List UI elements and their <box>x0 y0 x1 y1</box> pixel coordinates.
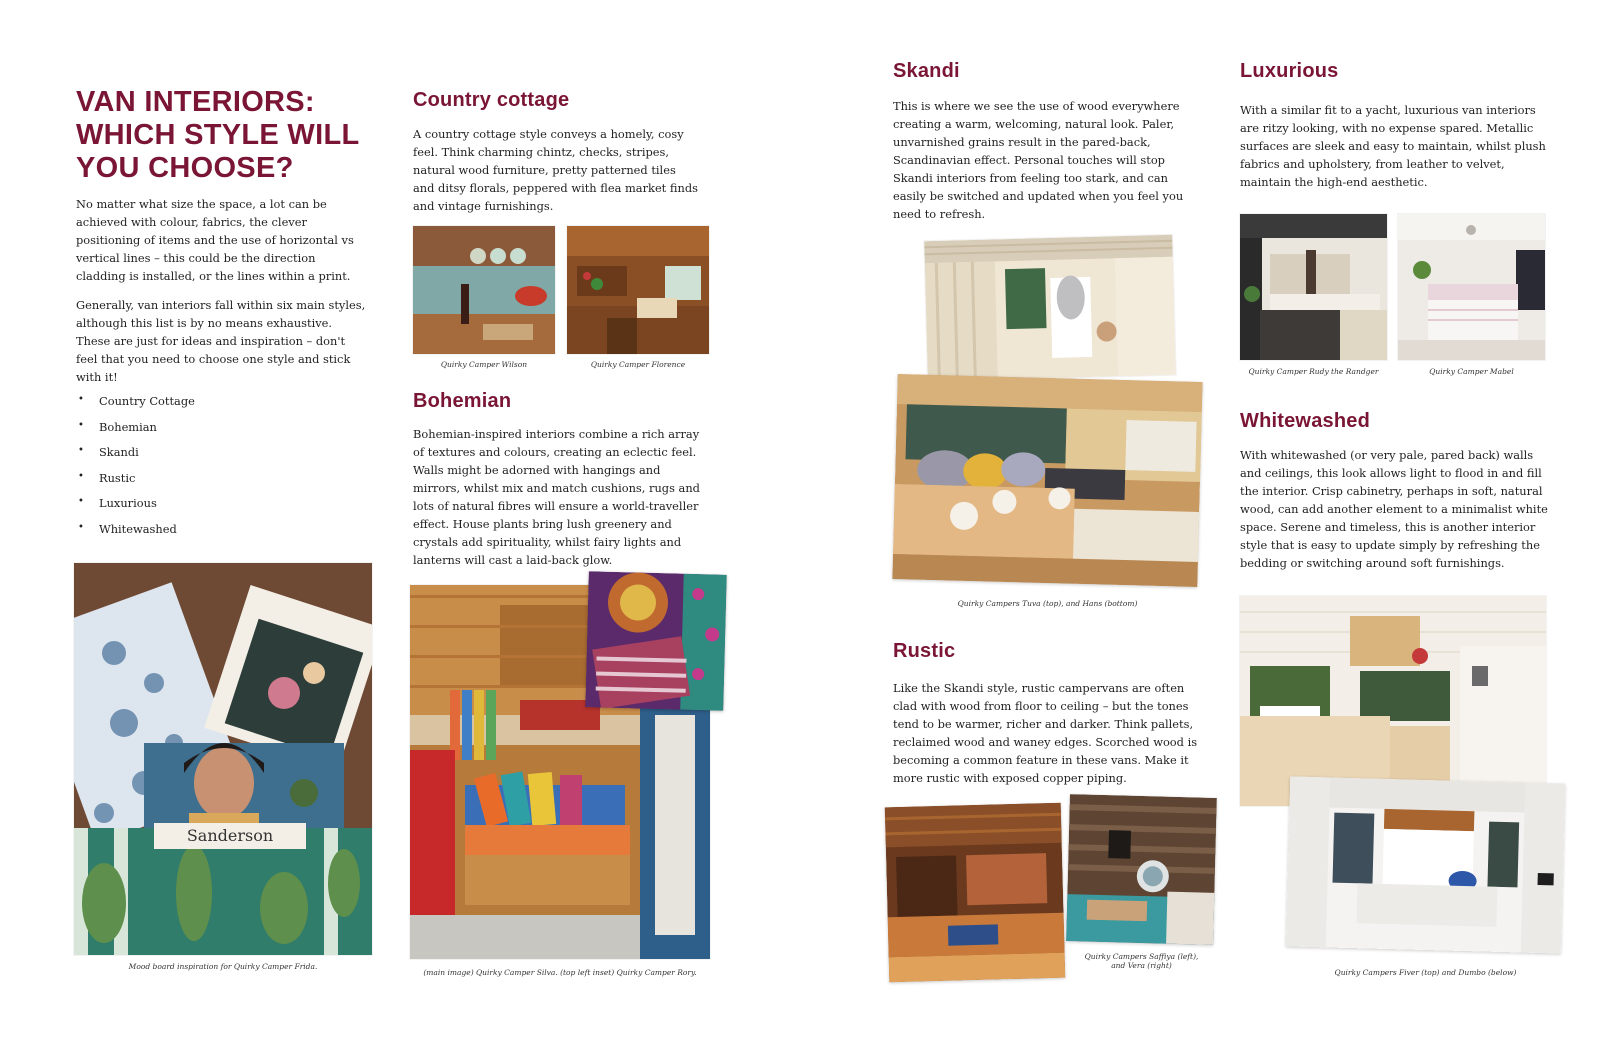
skandi-tuva-art <box>924 235 1176 381</box>
country-cottage-caption-2: Quirky Camper Florence <box>590 360 686 369</box>
moodboard-caption: Mood board inspiration for Quirky Camper Frida. <box>128 962 318 971</box>
luxurious-caption-1: Quirky Camper Rudy the Randger <box>1248 367 1379 376</box>
luxurious-rudy-art <box>1240 214 1387 360</box>
rustic-photo-vera <box>1066 794 1217 945</box>
moodboard-image <box>74 563 372 955</box>
whitewashed-body: With whitewashed (or very pale, pared back) walls and ceilings, this look allows light to flood in and fill the interior. Crisp cabinetry, perhaps in soft, natural wood, can add another element to a minimalist white space. Serene and timeless, this is another interior style that is easy to update simply by refreshing the bedding or switching around soft furnishings. <box>1240 448 1548 570</box>
list-item: • Bohemian <box>78 420 195 446</box>
list-item: • Whitewashed <box>78 522 195 548</box>
whitewashed-dumbo-art <box>1286 776 1565 953</box>
bohemian-caption: (main image) Quirky Camper Silva. (top left inset) Quirky Camper Rory. <box>423 968 697 977</box>
country-cottage-florence-art <box>567 226 709 354</box>
skandi-caption: Quirky Campers Tuva (top), and Hans (bottom) <box>957 599 1138 608</box>
bohemian-rory-art <box>585 571 727 711</box>
page-title <box>76 86 376 185</box>
luxurious-caption-2: Quirky Camper Mabel <box>1429 367 1514 376</box>
skandi-photo-hans <box>892 374 1202 587</box>
heading-rustic: Rustic <box>893 640 956 662</box>
country-cottage-caption-1: Quirky Camper Wilson <box>440 360 528 369</box>
title-line-1: VAN INTERIORS: <box>76 86 315 118</box>
rustic-caption-line-1: Quirky Campers Saffiya (left), <box>1084 952 1199 961</box>
rustic-vera-art <box>1066 794 1217 945</box>
heading-country-cottage: Country cottage <box>413 89 570 111</box>
country-cottage-photo-wilson <box>413 226 555 354</box>
bohemian-inset-rory <box>585 571 727 711</box>
country-cottage-body: A country cottage style conveys a homely, cosy feel. Think charming chintz, checks, stripes, natural wood furniture, pretty patterned tiles and ditsy florals, peppered with flea market finds and vintage furnishings. <box>413 127 698 213</box>
heading-skandi: Skandi <box>893 60 960 82</box>
heading-bohemian: Bohemian <box>413 390 512 412</box>
moodboard-art <box>74 563 372 955</box>
country-cottage-wilson-art <box>413 226 555 354</box>
intro-paragraph-1: No matter what size the space, a lot can be achieved with colour, fabrics, the clever positioning of items and the use of horizontal vs vertical lines – this could be the direction cladding is installed, or the lines within a print. <box>76 197 354 283</box>
list-item: • Rustic <box>78 471 195 497</box>
luxurious-body: With a similar fit to a yacht, luxurious van interiors are ritzy looking, with no expense spared. Metallic surfaces are sleek and easy to maintain, whilst plush fabrics and upholstery, from leather to velvet, maintain the high-end aesthetic. <box>1240 103 1546 189</box>
rustic-photo-saffiya <box>885 803 1066 983</box>
rustic-caption-line-2: and Vera (right) <box>1111 961 1172 970</box>
rustic-saffiya-art <box>885 803 1066 983</box>
rustic-caption <box>1068 952 1215 970</box>
title-line-3: YOU CHOOSE? <box>76 152 294 184</box>
heading-whitewashed: Whitewashed <box>1240 410 1370 432</box>
title-line-2: WHICH STYLE WILL <box>76 119 360 151</box>
list-item: • Luxurious <box>78 496 195 522</box>
whitewashed-fiver-art <box>1240 596 1546 806</box>
skandi-hans-art <box>892 374 1202 587</box>
heading-luxurious: Luxurious <box>1240 60 1339 82</box>
styles-list <box>78 394 195 547</box>
moodboard-label: Sanderson <box>154 823 306 849</box>
intro-paragraph-2: Generally, van interiors fall within six main styles, although this list is by no means exhaustive. These are just for ideas and inspiration – don't feel that you need to choose one style and stick with it! <box>76 298 366 384</box>
bohemian-body: Bohemian-inspired interiors combine a rich array of textures and colours, creating an eclectic feel. Walls might be adorned with hangings and mirrors, whilst mix and match cushions, rugs and lots of natural fibres will ensure a world-traveller effect. House plants bring lush greenery and crystals add spirituality, whilst fairy lights and lanterns will cast a laid-back glow. <box>413 427 700 567</box>
whitewashed-photo-fiver <box>1240 596 1546 806</box>
luxurious-photo-rudy <box>1240 214 1387 360</box>
rustic-body: Like the Skandi style, rustic campervans are often clad with wood from floor to ceiling – but the tones tend to be warmer, richer and darker. Think pallets, reclaimed wood and waney edges. Scorched wood is becoming a common feature in these vans. Make it more rustic with exposed copper piping. <box>893 681 1198 785</box>
skandi-photo-tuva <box>924 235 1176 381</box>
country-cottage-photo-florence <box>567 226 709 354</box>
list-item: • Skandi <box>78 445 195 471</box>
skandi-body: This is where we see the use of wood everywhere creating a warm, welcoming, natural look. Paler, unvarnished grains result in the pared-back, Scandinavian effect. Personal touches will stop Skandi interiors from feeling too stark, and can easily be switched and updated when you feel you need to refresh. <box>893 99 1184 221</box>
luxurious-mabel-art <box>1398 214 1545 360</box>
luxurious-photo-mabel <box>1398 214 1545 360</box>
list-item: • Country Cottage <box>78 394 195 420</box>
whitewashed-caption: Quirky Campers Fiver (top) and Dumbo (below) <box>1334 968 1517 977</box>
whitewashed-photo-dumbo <box>1286 776 1565 953</box>
